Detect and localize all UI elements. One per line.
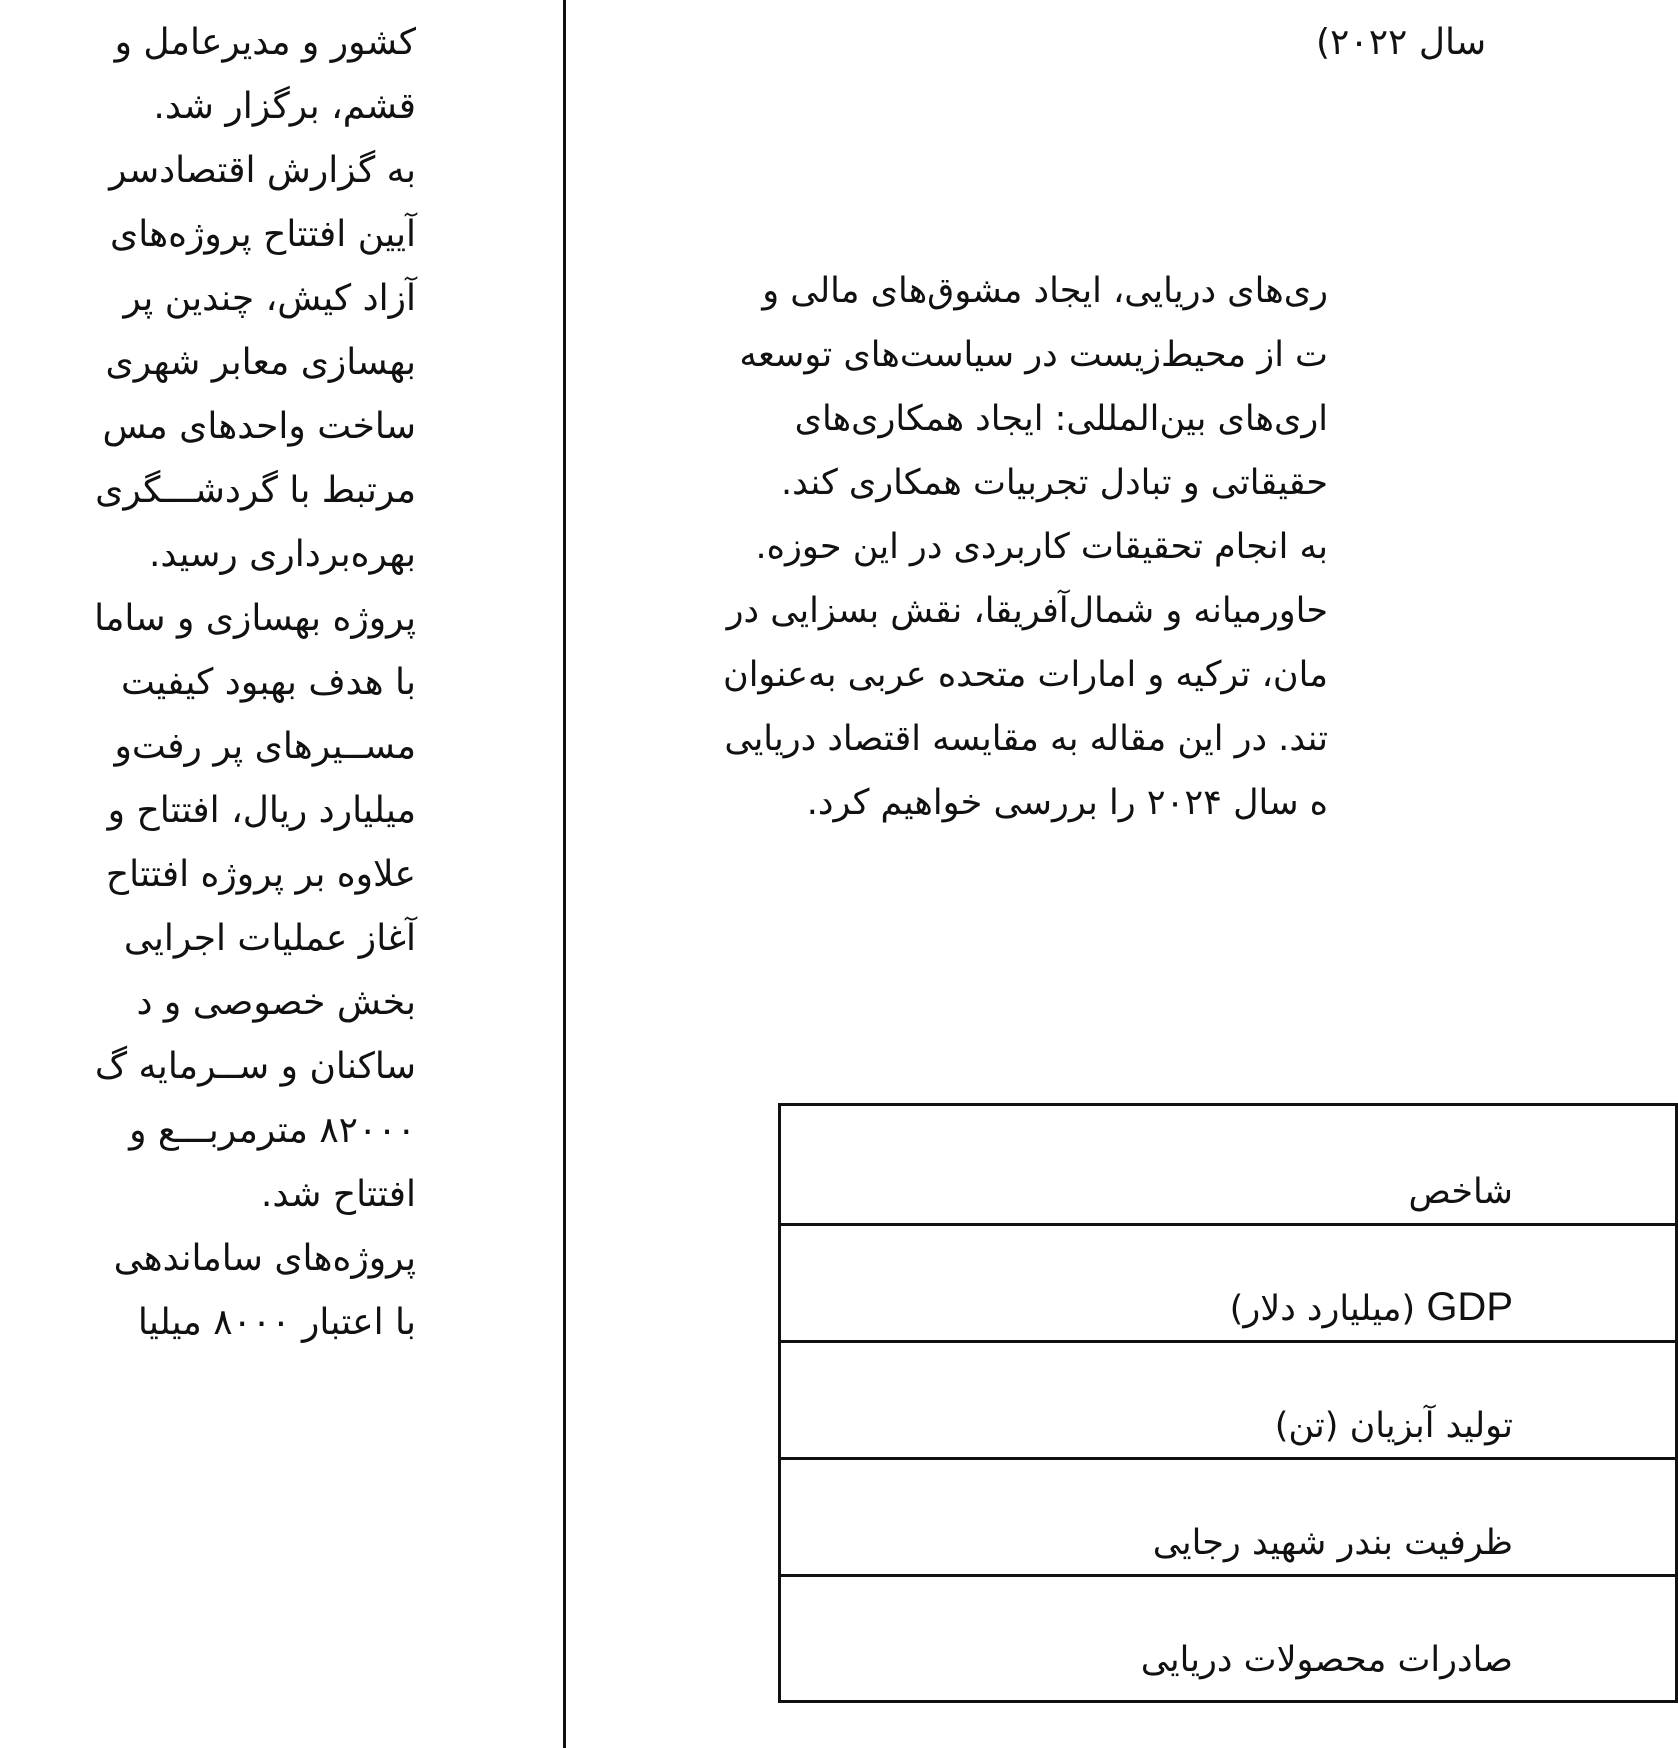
left-line-11: با هدف بهبود کیفیت bbox=[120, 662, 416, 703]
left-line-13: میلیارد ریال، افتتاح و bbox=[107, 790, 416, 831]
left-line-9: بهره‌برداری رسید. bbox=[148, 534, 416, 575]
cell-label-text: شاخص bbox=[1408, 1172, 1513, 1212]
table-cell-label bbox=[1153, 1520, 1513, 1566]
paragraph-line-3: اری‌های بین‌المللی: ایجاد همکاری‌های bbox=[794, 399, 1328, 439]
left-line-21: با اعتبار ۸۰۰۰ میلیا bbox=[137, 1302, 416, 1343]
left-column bbox=[0, 0, 416, 1748]
left-line-3: به گزارش اقتصادسر bbox=[109, 150, 416, 191]
paragraph-line-6: حاورمیانه و شمال‌آفریقا، نقش بسزایی در bbox=[726, 591, 1328, 631]
table-row-header bbox=[781, 1106, 1675, 1223]
left-line-16: بخش خصوصی و د bbox=[136, 982, 416, 1023]
left-line-7: ساخت واحدهای مس bbox=[102, 406, 416, 447]
paragraph-line-9: ه سال ۲۰۲۴ را بررسی خواهیم کرد. bbox=[806, 783, 1328, 823]
table-row bbox=[781, 1457, 1675, 1574]
left-line-2: قشم، برگزار شد. bbox=[153, 86, 416, 127]
left-line-1: کشور و مدیرعامل و bbox=[114, 22, 416, 63]
left-line-10: پروژه بهسازی و ساما bbox=[94, 598, 416, 639]
left-line-12: مســیرهای پر رفت‌و bbox=[114, 726, 416, 767]
paragraph-line-7: مان، ترکیه و امارات متحده عربی به‌عنوان bbox=[723, 655, 1328, 695]
cell-label-text: تولید آبزیان (تن) bbox=[1274, 1406, 1513, 1446]
table-cell-label bbox=[1230, 1284, 1513, 1332]
cell-label-text: صادرات محصولات دریایی bbox=[1140, 1640, 1513, 1680]
table-cell-label bbox=[1141, 1637, 1513, 1683]
left-line-20: پروژه‌های ساماندهی bbox=[113, 1238, 416, 1279]
table-cell-label bbox=[1275, 1403, 1513, 1449]
right-column bbox=[566, 0, 1513, 1748]
paragraph-line-5: به انجام تحقیقات کاربردی در این حوزه. bbox=[755, 527, 1328, 567]
indicator-table bbox=[778, 1103, 1678, 1703]
cell-label-text: (میلیارد دلار) bbox=[1229, 1289, 1416, 1329]
paragraph-line-8: تند. در این مقاله به مقایسه اقتصاد دریایی bbox=[724, 719, 1328, 759]
left-line-15: آغاز عملیات اجرایی bbox=[123, 918, 416, 959]
table-cell-label bbox=[1408, 1169, 1513, 1215]
heading-fragment: سال ۲۰۲۲) bbox=[1316, 22, 1487, 63]
table-row bbox=[781, 1223, 1675, 1340]
paragraph-line-1: ری‌های دریایی، ایجاد مشوق‌های مالی و bbox=[762, 271, 1328, 311]
left-line-8: مرتبط با گردشـــگری bbox=[95, 470, 416, 511]
left-line-5: آزاد کیش، چندین پر bbox=[123, 278, 416, 319]
paragraph-line-2: ت از محیط‌زیست در سیاست‌های توسعه bbox=[739, 335, 1328, 375]
left-line-19: افتتاح شد. bbox=[260, 1174, 416, 1215]
cell-latin-text: GDP bbox=[1426, 1285, 1513, 1329]
paragraph-line-4: حقیقاتی و تبادل تجربیات همکاری کند. bbox=[781, 463, 1328, 503]
table-row bbox=[781, 1340, 1675, 1457]
left-line-6: بهسازی معابر شهری bbox=[105, 342, 416, 383]
cell-label-text: ظرفیت بندر شهید رجایی bbox=[1152, 1523, 1513, 1563]
table-row bbox=[781, 1574, 1675, 1691]
left-line-18: ۸۲۰۰۰ مترمربـــع و bbox=[129, 1110, 416, 1151]
left-line-14: علاوه بر پروژه افتتاح bbox=[105, 854, 416, 895]
left-line-4: آیین افتتاح پروژه‌های bbox=[110, 214, 416, 255]
left-line-17: ساکنان و ســرمایه گ bbox=[94, 1046, 416, 1087]
